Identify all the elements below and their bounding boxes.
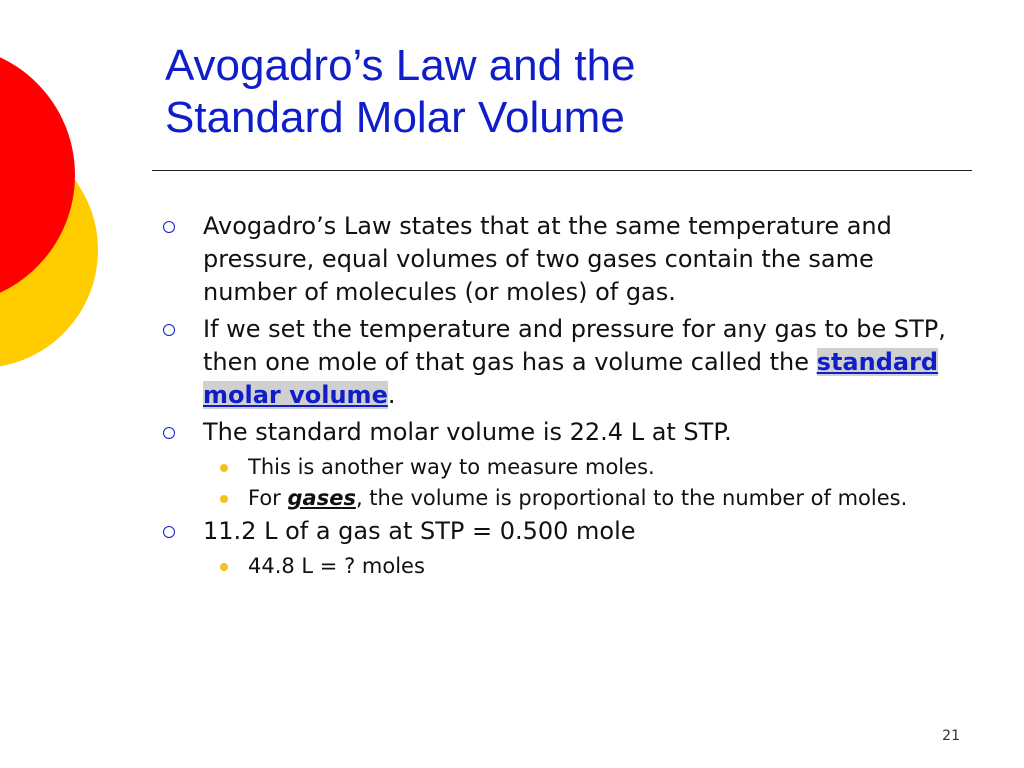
hollow-circle-bullet-icon bbox=[163, 526, 175, 538]
yellow-dot-bullet-icon bbox=[220, 464, 228, 472]
sub-bullet-gases bbox=[163, 484, 963, 513]
bullet-text-pre: If we set the temperature and pressure for any gas to be STP, then one mole of that gas has a volume called the bbox=[203, 315, 946, 376]
bullet-list bbox=[163, 210, 963, 583]
hollow-circle-bullet-icon bbox=[163, 427, 175, 439]
sub-bullet-measure bbox=[163, 453, 963, 482]
yellow-dot-bullet-icon bbox=[220, 495, 228, 503]
slide-title bbox=[165, 40, 965, 144]
decorative-circles bbox=[0, 0, 120, 420]
bullet-text-post: . bbox=[387, 381, 396, 409]
title-line-1: Avogadro’s Law and the bbox=[165, 41, 636, 90]
hollow-circle-bullet-icon bbox=[163, 221, 175, 233]
page-number: 21 bbox=[942, 728, 960, 744]
bullet-text: Avogadro’s Law states that at the same temperature and pressure, equal volumes of two gases contain the same number of molecules (or moles) of gas. bbox=[203, 212, 892, 306]
yellow-dot-bullet-icon bbox=[220, 563, 228, 571]
bullet-text: 11.2 L of a gas at STP = 0.500 mole bbox=[203, 517, 636, 545]
sub-bullet-text: 44.8 L = ? moles bbox=[248, 554, 425, 578]
bullet-example bbox=[163, 515, 963, 548]
sub-bullet-question bbox=[163, 552, 963, 581]
title-line-2: Standard Molar Volume bbox=[165, 93, 625, 142]
title-divider bbox=[152, 170, 972, 171]
bullet-text: The standard molar volume is 22.4 L at STP. bbox=[203, 418, 732, 446]
bullet-stp bbox=[163, 313, 963, 412]
bullet-standard-volume bbox=[163, 416, 963, 449]
sub-bullet-text: This is another way to measure moles. bbox=[248, 455, 655, 479]
hollow-circle-bullet-icon bbox=[163, 324, 175, 336]
bullet-avogadro-law bbox=[163, 210, 963, 309]
sub-bullet-text-pre: For bbox=[248, 486, 288, 510]
emphasis-term: gases bbox=[287, 486, 356, 510]
highlight-term: standard molar volume bbox=[203, 348, 939, 409]
sub-bullet-text-post: , the volume is proportional to the number of moles. bbox=[355, 486, 908, 510]
